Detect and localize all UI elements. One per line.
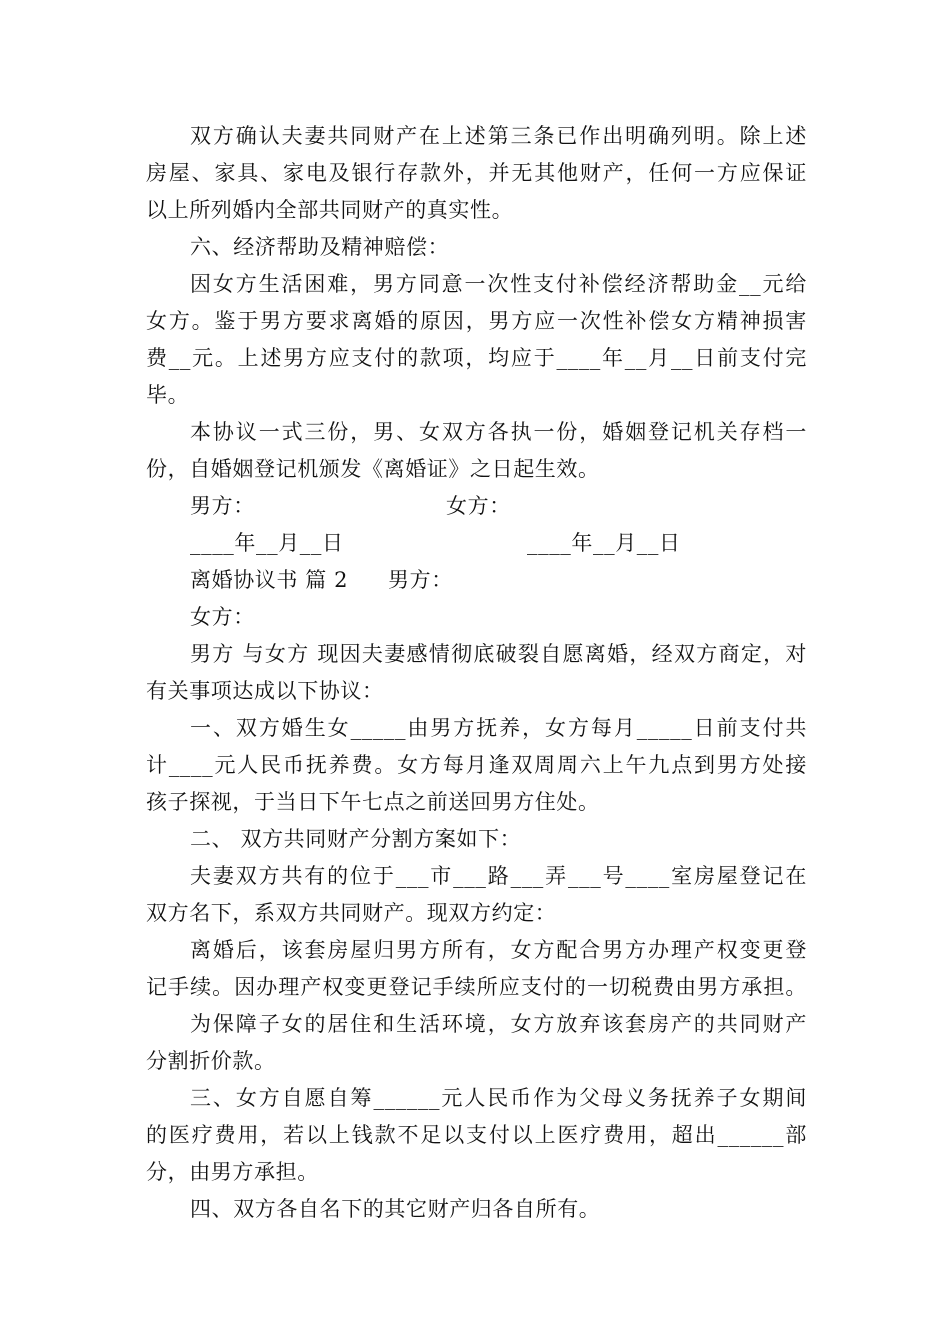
section-heading: 二、 双方共同财产分割方案如下： — [190, 827, 522, 851]
text-line: 双方确认夫妻共同财产在上述第三条已作出明确列明。除上述 — [190, 124, 807, 148]
text-line: 因女方生活困难，男方同意一次性支付补偿经济帮助金__元给 — [190, 272, 807, 296]
text-line: 四、双方各自名下的其它财产归各自所有。 — [190, 1197, 601, 1221]
agreement-title: 离婚协议书 篇 2 — [190, 568, 349, 592]
text-line: 本协议一式三份，男、女双方各执一份，婚姻登记机关存档一 — [190, 420, 807, 444]
husband-signature-date: ____年__月__日 — [190, 531, 344, 555]
text-line: 女方。鉴于男方要求离婚的原因，男方应一次性补偿女方精神损害 — [146, 309, 807, 333]
wife-signature-label: 女方： — [446, 494, 511, 518]
text-line: 为保障子女的居住和生活环境，女方放弃该套房产的共同财产 — [190, 1012, 807, 1036]
text-line: 男方 与女方 现因夫妻感情彻底破裂自愿离婚，经双方商定，对 — [190, 642, 807, 666]
text-line: 费__元。上述男方应支付的款项，均应于____年__月__日前支付完 — [146, 346, 807, 370]
text-line: 房屋、家具、家电及银行存款外，并无其他财产，任何一方应保证 — [146, 161, 807, 185]
text-line: 份，自婚姻登记机颁发《离婚证》之日起生效。 — [146, 457, 600, 481]
text-line: 分割折价款。 — [146, 1049, 276, 1073]
text-line: 以上所列婚内全部共同财产的真实性。 — [146, 198, 514, 222]
text-line: 毕。 — [146, 383, 190, 407]
text-line: 夫妻双方共有的位于___市___路___弄___号____室房屋登记在 — [190, 864, 807, 888]
text-line: 孩子探视，于当日下午七点之前送回男方住处。 — [146, 790, 600, 814]
text-line: 分，由男方承担。 — [146, 1160, 319, 1184]
text-line: 三、女方自愿自筹______元人民币作为父母义务抚养子女期间 — [190, 1086, 807, 1110]
text-line: 一、双方婚生女_____由男方抚养，女方每月_____日前支付共 — [190, 716, 807, 740]
text-line: 双方名下，系双方共同财产。现双方约定： — [146, 901, 557, 925]
wife-signature-date: ____年__月__日 — [527, 531, 681, 555]
section-heading: 六、经济帮助及精神赔偿： — [190, 235, 450, 259]
text-line: 记手续。因办理产权变更登记手续所应支付的一切税费由男方承担。 — [146, 975, 807, 999]
husband-label: 男方： — [388, 568, 453, 592]
text-line: 的医疗费用，若以上钱款不足以支付以上医疗费用，超出______部 — [146, 1123, 807, 1147]
wife-label: 女方： — [190, 605, 255, 629]
text-line: 有关事项达成以下协议： — [146, 679, 384, 703]
husband-signature-label: 男方： — [190, 494, 255, 518]
text-line: 离婚后，该套房屋归男方所有，女方配合男方办理产权变更登 — [190, 938, 807, 962]
text-line: 计____元人民币抚养费。女方每月逢双周周六上午九点到男方处接 — [146, 753, 807, 777]
